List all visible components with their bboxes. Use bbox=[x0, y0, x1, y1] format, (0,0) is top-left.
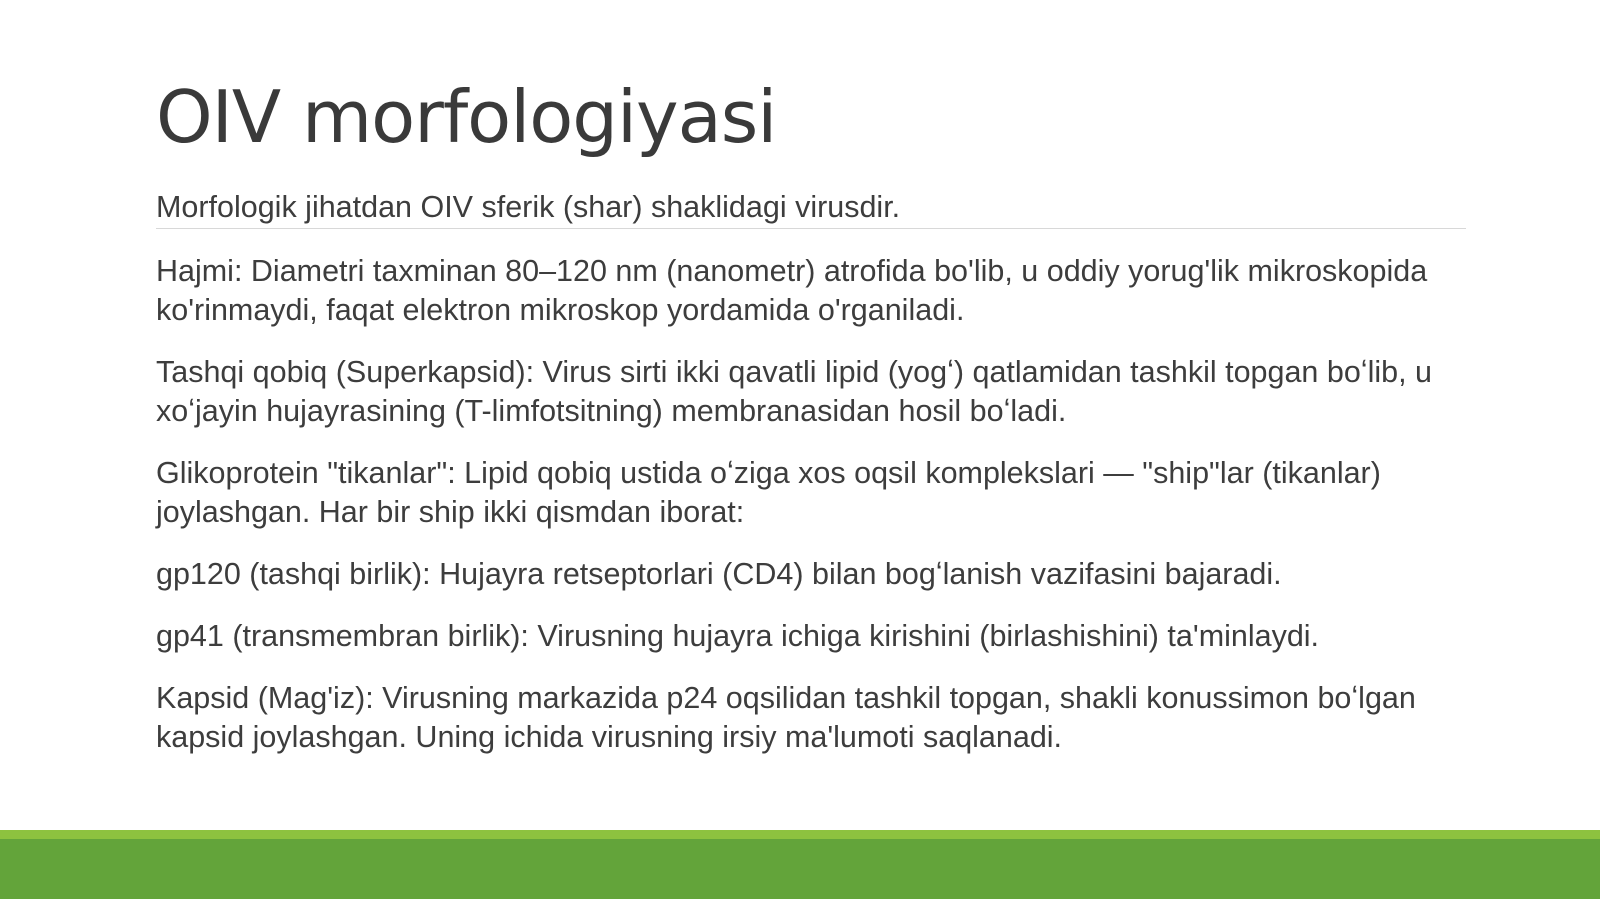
paragraph-size: Hajmi: Diametri taxminan 80–120 nm (nanometr) atrofida bo'lib, u oddiy yorug'lik mikroskopida ko'rinmaydi, faqat elektron mikroskop yordamida o'rganiladi. bbox=[156, 254, 1428, 327]
paragraph-gp41: gp41 (transmembran birlik): Virusning hujayra ichiga kirishini (birlashishini) ta'minlaydi. bbox=[156, 619, 1320, 653]
paragraph-capsid: Kapsid (Mag'iz): Virusning markazida p24 oqsilidan tashkil topgan, shakli konussimon boʻlgan kapsid joylashgan. Uning ichida virusning irsiy ma'lumoti saqlanadi. bbox=[156, 681, 1416, 754]
paragraph-outer-shell: Tashqi qobiq (Superkapsid): Virus sirti ikki qavatli lipid (yogʻ) qatlamidan tashkil topgan boʻlib, u xoʻjayin hujayrasining (T-limfotsitning) membranasidan hosil boʻladi. bbox=[156, 355, 1432, 428]
footer-band bbox=[0, 830, 1600, 899]
paragraph-gp120: gp120 (tashqi birlik): Hujayra retseptorlari (CD4) bilan bogʻlanish vazifasini bajaradi. bbox=[156, 557, 1282, 591]
paragraph-glycoprotein-spikes: Glikoprotein "tikanlar": Lipid qobiq ustida oʻziga xos oqsil komplekslari — "ship"lar (tikanlar) joylashgan. Har bir ship ikki qismdan iborat: bbox=[156, 456, 1381, 529]
lead-paragraph: Morfologik jihatdan OIV sferik (shar) shaklidagi virusdir. bbox=[156, 188, 1466, 229]
slide-content bbox=[156, 188, 1466, 757]
footer-stripe bbox=[0, 830, 1600, 839]
slide-title: OIV morfologiyasi bbox=[156, 75, 777, 159]
